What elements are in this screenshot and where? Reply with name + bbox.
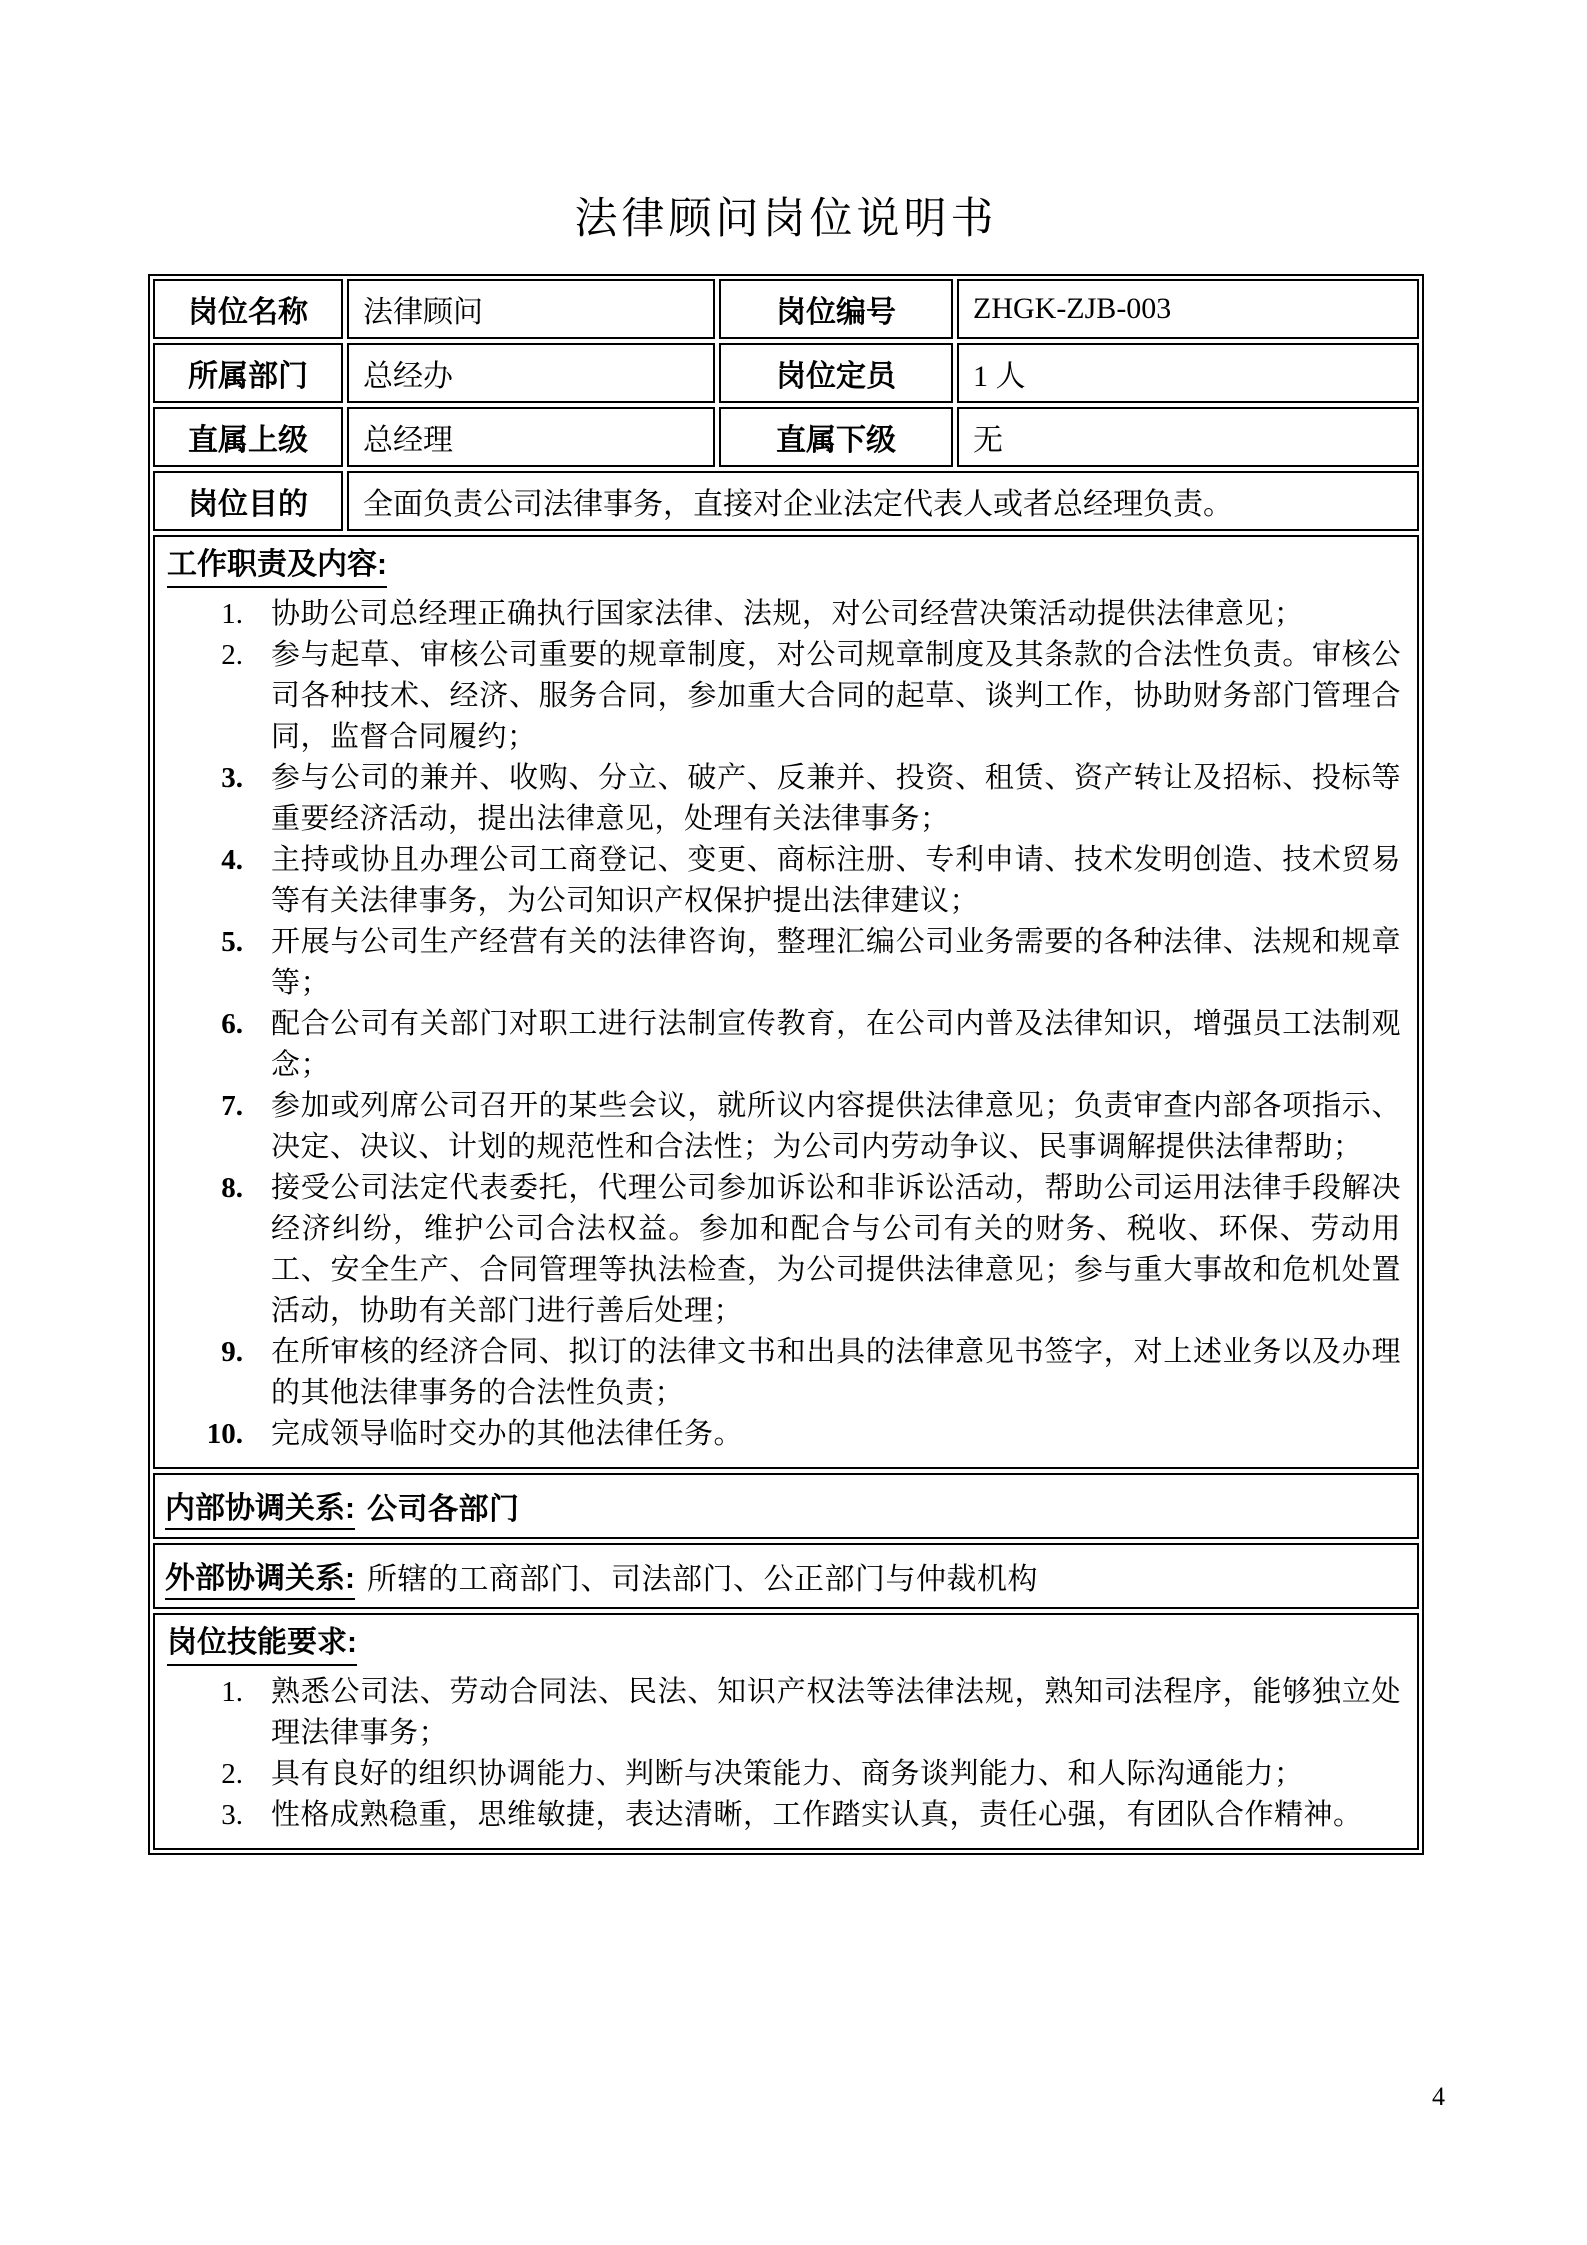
list-item-number: 4. xyxy=(221,844,243,876)
list-item-number: 1. xyxy=(221,1676,243,1708)
list-item-number: 1. xyxy=(221,598,243,630)
field-value-subordinate: 无 xyxy=(957,407,1419,467)
table-row-purpose xyxy=(153,471,1419,531)
list-item xyxy=(159,758,1407,840)
list-item xyxy=(159,1672,1407,1754)
internal-relations-value: 公司各部门 xyxy=(367,1493,520,1526)
field-value-headcount: 1 人 xyxy=(957,343,1419,403)
list-item xyxy=(159,635,1407,758)
list-item-text: 接受公司法定代表委托，代理公司参加诉讼和非诉讼活动，帮助公司运用法律手段解决经济纠纷，维护公司合法权益。参加和配合与公司有关的财务、税收、环保、劳动用工、安全生产、合同管理等执法检查，为公司提供法律意见；参与重大事故和危机处置活动，协助有关部门进行善后处理； xyxy=(271,1172,1401,1327)
list-item xyxy=(159,1004,1407,1086)
list-item-text: 配合公司有关部门对职工进行法制宣传教育，在公司内普及法律知识，增强员工法制观念； xyxy=(271,1008,1401,1081)
list-item-number: 7. xyxy=(221,1090,243,1122)
external-relations-value: 所辖的工商部门、司法部门、公正部门与仲裁机构 xyxy=(367,1563,1038,1596)
list-item-text: 开展与公司生产经营有关的法律咨询，整理汇编公司业务需要的各种法律、法规和规章等； xyxy=(271,926,1401,999)
field-value-job-code: ZHGK-ZJB-003 xyxy=(957,279,1419,339)
field-value-department: 总经办 xyxy=(347,343,715,403)
list-item xyxy=(159,1332,1407,1414)
job-description-table xyxy=(148,274,1424,1855)
list-item-number: 2. xyxy=(221,1758,243,1790)
skills-heading: 岗位技能要求: xyxy=(167,1623,357,1666)
list-item xyxy=(159,1795,1407,1836)
internal-relations-label: 内部协调关系: xyxy=(165,1483,355,1530)
field-label-job-name: 岗位名称 xyxy=(153,279,343,339)
list-item xyxy=(159,594,1407,635)
field-label-superior: 直属上级 xyxy=(153,407,343,467)
field-label-department: 所属部门 xyxy=(153,343,343,403)
skills-list xyxy=(159,1672,1407,1836)
page-number: 4 xyxy=(1432,2082,1445,2111)
table-row xyxy=(153,407,1419,467)
list-item-text: 性格成熟稳重，思维敏捷，表达清晰，工作踏实认真，责任心强，有团队合作精神。 xyxy=(271,1799,1363,1831)
list-item-number: 8. xyxy=(221,1172,243,1204)
external-relations-label: 外部协调关系: xyxy=(165,1553,355,1600)
field-value-purpose: 全面负责公司法律事务，直接对企业法定代表人或者总经理负责。 xyxy=(347,471,1419,531)
list-item xyxy=(159,840,1407,922)
list-item-number: 6. xyxy=(221,1008,243,1040)
list-item xyxy=(159,922,1407,1004)
list-item xyxy=(159,1754,1407,1795)
list-item-text: 在所审核的经济合同、拟订的法律文书和出具的法律意见书签字，对上述业务以及办理的其他法律事务的合法性负责； xyxy=(271,1336,1401,1409)
list-item xyxy=(159,1086,1407,1168)
field-value-job-name: 法律顾问 xyxy=(347,279,715,339)
list-item-text: 参加或列席公司召开的某些会议，就所议内容提供法律意见；负责审查内部各项指示、决定、决议、计划的规范性和合法性；为公司内劳动争议、民事调解提供法律帮助； xyxy=(271,1090,1401,1163)
list-item-number: 3. xyxy=(221,1799,243,1831)
page-title: 法律顾问岗位说明书 xyxy=(574,196,998,243)
list-item xyxy=(159,1414,1407,1455)
section-skills xyxy=(153,1613,1419,1850)
table-row xyxy=(153,279,1419,339)
list-item-text: 主持或协且办理公司工商登记、变更、商标注册、专利申请、技术发明创造、技术贸易等有关法律事务，为公司知识产权保护提出法律建议； xyxy=(271,844,1401,917)
list-item-text: 熟悉公司法、劳动合同法、民法、知识产权法等法律法规，熟知司法程序，能够独立处理法律事务； xyxy=(271,1676,1401,1749)
section-external-relations xyxy=(153,1543,1419,1609)
field-label-subordinate: 直属下级 xyxy=(719,407,953,467)
list-item-text: 完成领导临时交办的其他法律任务。 xyxy=(271,1418,744,1450)
list-item-text: 具有良好的组织协调能力、判断与决策能力、商务谈判能力、和人际沟通能力； xyxy=(271,1758,1304,1790)
section-duties xyxy=(153,535,1419,1469)
field-label-purpose: 岗位目的 xyxy=(153,471,343,531)
field-label-job-code: 岗位编号 xyxy=(719,279,953,339)
list-item-number: 3. xyxy=(221,762,243,794)
section-internal-relations xyxy=(153,1473,1419,1539)
duties-heading: 工作职责及内容: xyxy=(167,545,387,588)
field-value-superior: 总经理 xyxy=(347,407,715,467)
document-body xyxy=(148,192,1424,1855)
list-item-text: 参与起草、审核公司重要的规章制度，对公司规章制度及其条款的合法性负责。审核公司各种技术、经济、服务合同，参加重大合同的起草、谈判工作，协助财务部门管理合同，监督合同履约； xyxy=(271,639,1401,753)
list-item-number: 5. xyxy=(221,926,243,958)
list-item-text: 参与公司的兼并、收购、分立、破产、反兼并、投资、租赁、资产转让及招标、投标等重要经济活动，提出法律意见，处理有关法律事务； xyxy=(271,762,1401,835)
list-item-number: 2. xyxy=(221,639,243,671)
list-item xyxy=(159,1168,1407,1332)
table-row xyxy=(153,343,1419,403)
list-item-text: 协助公司总经理正确执行国家法律、法规，对公司经营决策活动提供法律意见； xyxy=(271,598,1304,630)
list-item-number: 10. xyxy=(206,1418,243,1450)
field-label-headcount: 岗位定员 xyxy=(719,343,953,403)
duties-list xyxy=(159,594,1407,1455)
list-item-number: 9. xyxy=(221,1336,243,1368)
